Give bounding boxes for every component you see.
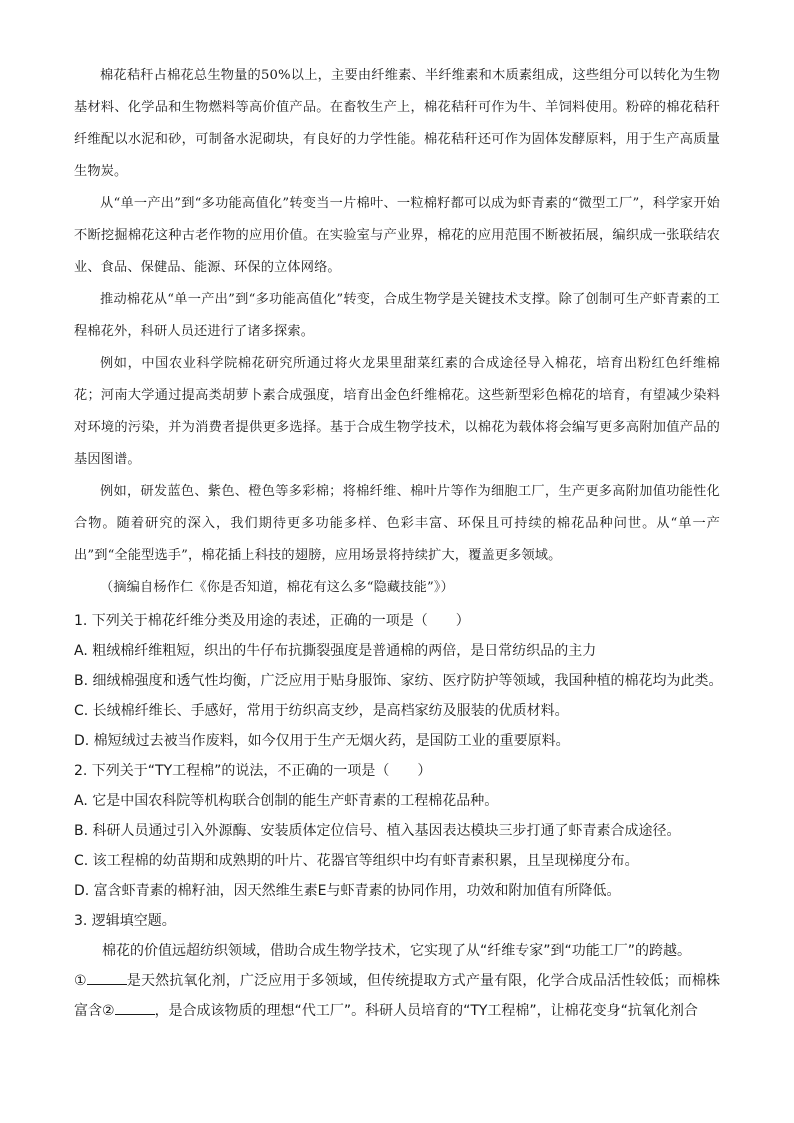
question-1-option-a: A. 粗绒棉纤维粗短，织出的牛仔布抗撕裂强度是普通棉的两倍，是日常纺织品的主力 bbox=[74, 643, 597, 659]
fill-blank-2[interactable] bbox=[115, 1000, 155, 1015]
passage-paragraph-5: 例如，研发蓝色、紫色、橙色等多彩棉；将棉纤维、棉叶片等作为细胞工厂，生产更多高附加值功能性化合物。随着研究的深入，我们期待更多功能多样、色彩丰富、环保且可持续的棉花品种问世。从“单一产出”到“全能型选手”，棉花插上科技的翅膀，应用场景将持续扩大，覆盖更多领域。 bbox=[74, 484, 720, 563]
reading-passage bbox=[74, 60, 720, 604]
passage-paragraph-1: 棉花秸秆占棉花总生物量的50%以上，主要由纤维素、半纤维素和木质素组成，这些组分可以转化为生物基材料、化学品和生物燃料等高价值产品。在畜牧生产上，棉花秸秆可作为牛、羊饲料使用。粉碎的棉花秸秆纤维配以水泥和砂，可制备水泥砌块，有良好的力学性能。棉花秸秆还可作为固体发酵原料，用于生产高质量生物炭。 bbox=[74, 68, 720, 179]
question-3-fill-text bbox=[74, 966, 720, 1026]
question-2-option-c: C. 该工程棉的幼苗期和成熟期的叶片、花器官等组织中均有虾青素积累，且呈现梯度分布。 bbox=[74, 853, 639, 869]
question-1-option-d: D. 棉短绒过去被当作废料，如今仅用于生产无烟火药，是国防工业的重要原料。 bbox=[74, 733, 570, 749]
question-1-stem: 1. 下列关于棉花纤维分类及用途的表述，正确的一项是（ ） bbox=[74, 613, 470, 629]
passage-paragraph-3: 推动棉花从“单一产出”到“多功能高值化”转变，合成生物学是关键技术支撑。除了创制可生产虾青素的工程棉花外，科研人员还进行了诸多探索。 bbox=[74, 292, 720, 339]
blank-1-marker: ① bbox=[74, 973, 87, 989]
fill-blank-1[interactable] bbox=[87, 970, 127, 985]
questions-section bbox=[74, 606, 723, 1026]
question-3-stem: 3. 逻辑填空题。 bbox=[74, 913, 176, 929]
question-2-option-a: A. 它是中国农科院等机构联合创制的能生产虾青素的工程棉花品种。 bbox=[74, 793, 499, 809]
question-2-stem: 2. 下列关于“TY工程棉”的说法，不正确的一项是（ ） bbox=[74, 763, 432, 779]
question-2-option-d: D. 富含虾青素的棉籽油，因天然维生素E与虾青素的协同作用，功效和附加值有所降低。 bbox=[74, 883, 621, 899]
question-3-fill-middle: 是天然抗氧化剂，广泛应用于多领域，但传统提取方式产量有限，化学合成品活性较低；而棉株富含② bbox=[74, 973, 720, 1019]
question-3-intro: 棉花的价值远超纺织领域，借助合成生物学技术，它实现了从“纤维专家”到“功能工厂”的跨越。 bbox=[102, 943, 692, 959]
passage-paragraph-4: 例如，中国农业科学院棉花研究所通过将火龙果里甜菜红素的合成途径导入棉花，培育出粉红色纤维棉花；河南大学通过提高类胡萝卜素合成强度，培育出金色纤维棉花。这些新型彩色棉花的培育，有望减少染料对环境的污染，并为消费者提供更多选择。基于合成生物学技术，以棉花为载体将会编写更多高附加值产品的基因图谱。 bbox=[74, 356, 720, 467]
question-2-option-b: B. 科研人员通过引入外源酶、安装质体定位信号、植入基因表达模块三步打通了虾青素合成途径。 bbox=[74, 823, 681, 839]
question-1-option-b: B. 细绒棉强度和透气性均衡，广泛应用于贴身服饰、家纺、医疗防护等领域，我国种植的棉花均为此类。 bbox=[74, 673, 723, 689]
question-1-option-c: C. 长绒棉纤维长、手感好，常用于纺织高支纱，是高档家纺及服装的优质材料。 bbox=[74, 703, 569, 719]
question-3-fill-tail: ，是合成该物质的理想“代工厂”。科研人员培育的“TY工程棉”，让棉花变身“抗氧化剂合 bbox=[154, 1003, 698, 1019]
passage-source: （摘编自杨作仁《你是否知道，棉花有这么多“隐藏技能”》） bbox=[100, 580, 454, 595]
passage-paragraph-2: 从“单一产出”到“多功能高值化”转变当一片棉叶、一粒棉籽都可以成为虾青素的“微型工厂”，科学家开始不断挖掘棉花这种古老作物的应用价值。在实验室与产业界，棉花的应用范围不断被拓展，编织成一张联结农业、食品、保健品、能源、环保的立体网络。 bbox=[74, 196, 720, 275]
